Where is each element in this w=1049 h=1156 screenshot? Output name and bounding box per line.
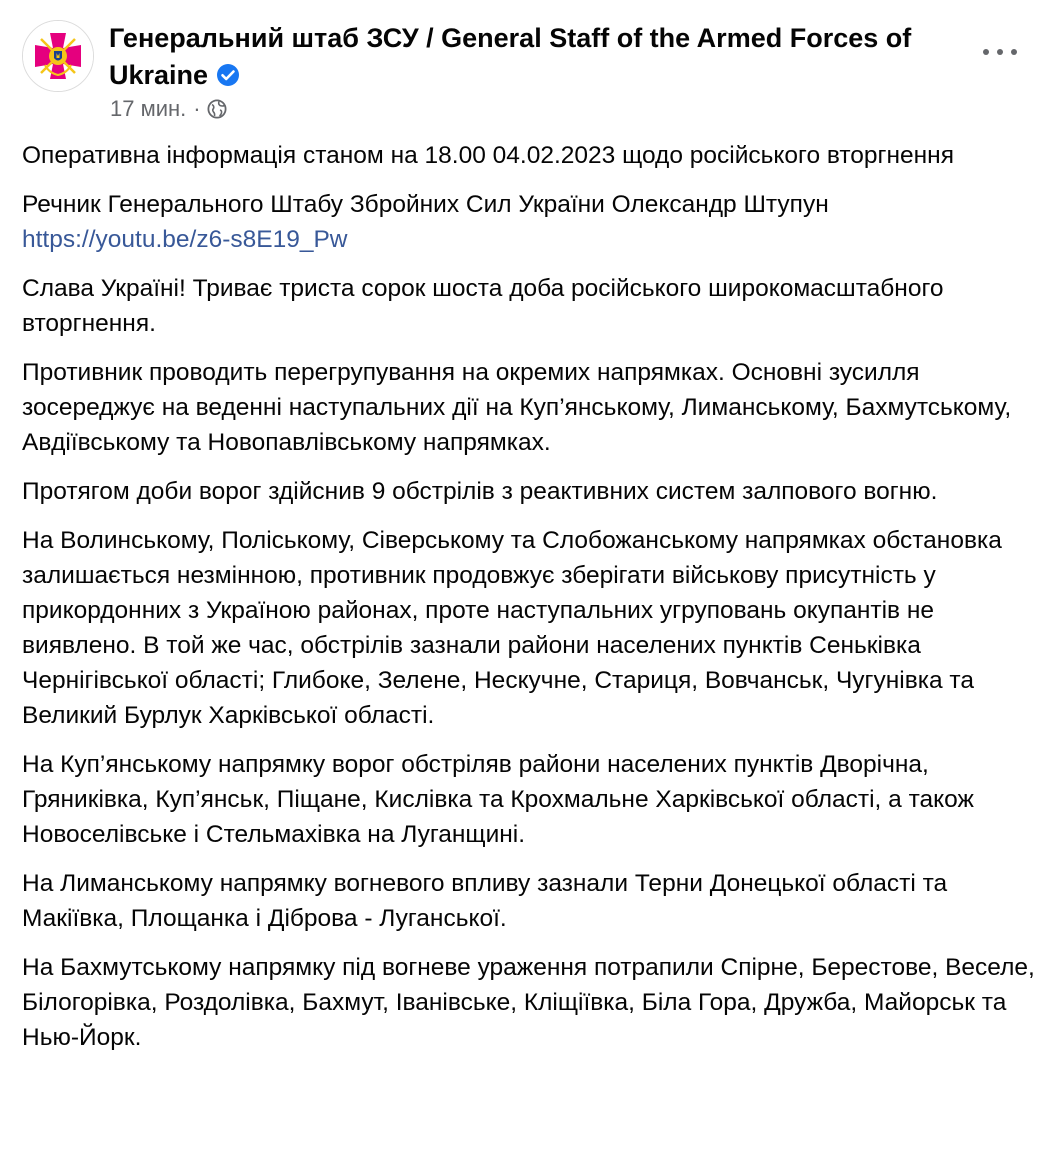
post-header <box>22 20 1022 130</box>
post-body <box>22 138 1037 1069</box>
post-paragraph-headline: Оперативна інформація станом на 18.00 04.02.2023 щодо російського вторгнення <box>22 142 954 169</box>
post-paragraph-spokesperson <box>22 187 1037 257</box>
general-staff-emblem-icon <box>23 21 93 91</box>
author-name[interactable]: Генеральний штаб ЗСУ / General Staff of the Armed Forces of Ukraine <box>109 23 912 90</box>
more-options-button[interactable] <box>980 38 1020 66</box>
avatar[interactable] <box>22 20 94 92</box>
post-paragraph: На Волинському, Поліському, Сіверському та Слобожанському напрямках обстановка залишається незмінною, противник продовжує зберігати військову присутність у прикордонних з Україною районах, проте наступальних угруповань окупантів не виявлено. В той же час, обстрілів зазнали райони населених пунктів Сеньківка Чернігівської області; Глибоке, Зелене, Нескучне, Стариця, Вовчанськ, Чугунівка та Великий Бурлук Харківської області. <box>22 527 1002 729</box>
post-paragraph: На Куп’янському напрямку ворог обстріляв райони населених пунктів Дворічна, Гряниківка, Куп’янськ, Піщане, Кислівка та Крохмальне Харківської області, а також Новоселівське і Стельмахівка на Луганщині. <box>22 751 974 848</box>
more-options-icon-dot <box>1011 49 1017 55</box>
post-meta <box>110 96 227 122</box>
youtube-link[interactable]: https://youtu.be/z6-s8E19_Pw <box>22 226 348 253</box>
more-options-icon-dot <box>997 49 1003 55</box>
post-timestamp[interactable]: 17 мин. <box>110 96 187 121</box>
page-title[interactable] <box>109 20 929 94</box>
globe-icon[interactable] <box>207 99 227 119</box>
more-options-icon <box>983 49 989 55</box>
post-paragraph: Протягом доби ворог здійснив 9 обстрілів з реактивних систем залпового вогню. <box>22 478 938 505</box>
spokesperson-text: Речник Генерального Штабу Збройних Сил України Олександр Штупун <box>22 191 829 218</box>
post-paragraph: Противник проводить перегрупування на окремих напрямках. Основні зусилля зосереджує на веденні наступальних дії на Куп’янському, Лиманському, Бахмутському, Авдіївському та Новопавлівському напрямках. <box>22 359 1012 456</box>
verified-badge-icon <box>216 63 240 87</box>
post-paragraph: На Лиманському напрямку вогневого впливу зазнали Терни Донецької області та Макіївка, Площанка і Діброва - Луганської. <box>22 870 948 932</box>
post-paragraph: Слава Україні! Триває триста сорок шоста доба російського широкомасштабного вторгнення. <box>22 275 944 337</box>
post-paragraph: На Бахмутському напрямку під вогневе ураження потрапили Спірне, Берестове, Веселе, Білогорівка, Роздолівка, Бахмут, Іванівське, Кліщіївка, Біла Гора, Дружба, Майорськ та Нью-Йорк. <box>22 954 1035 1051</box>
meta-separator: · <box>193 96 201 121</box>
